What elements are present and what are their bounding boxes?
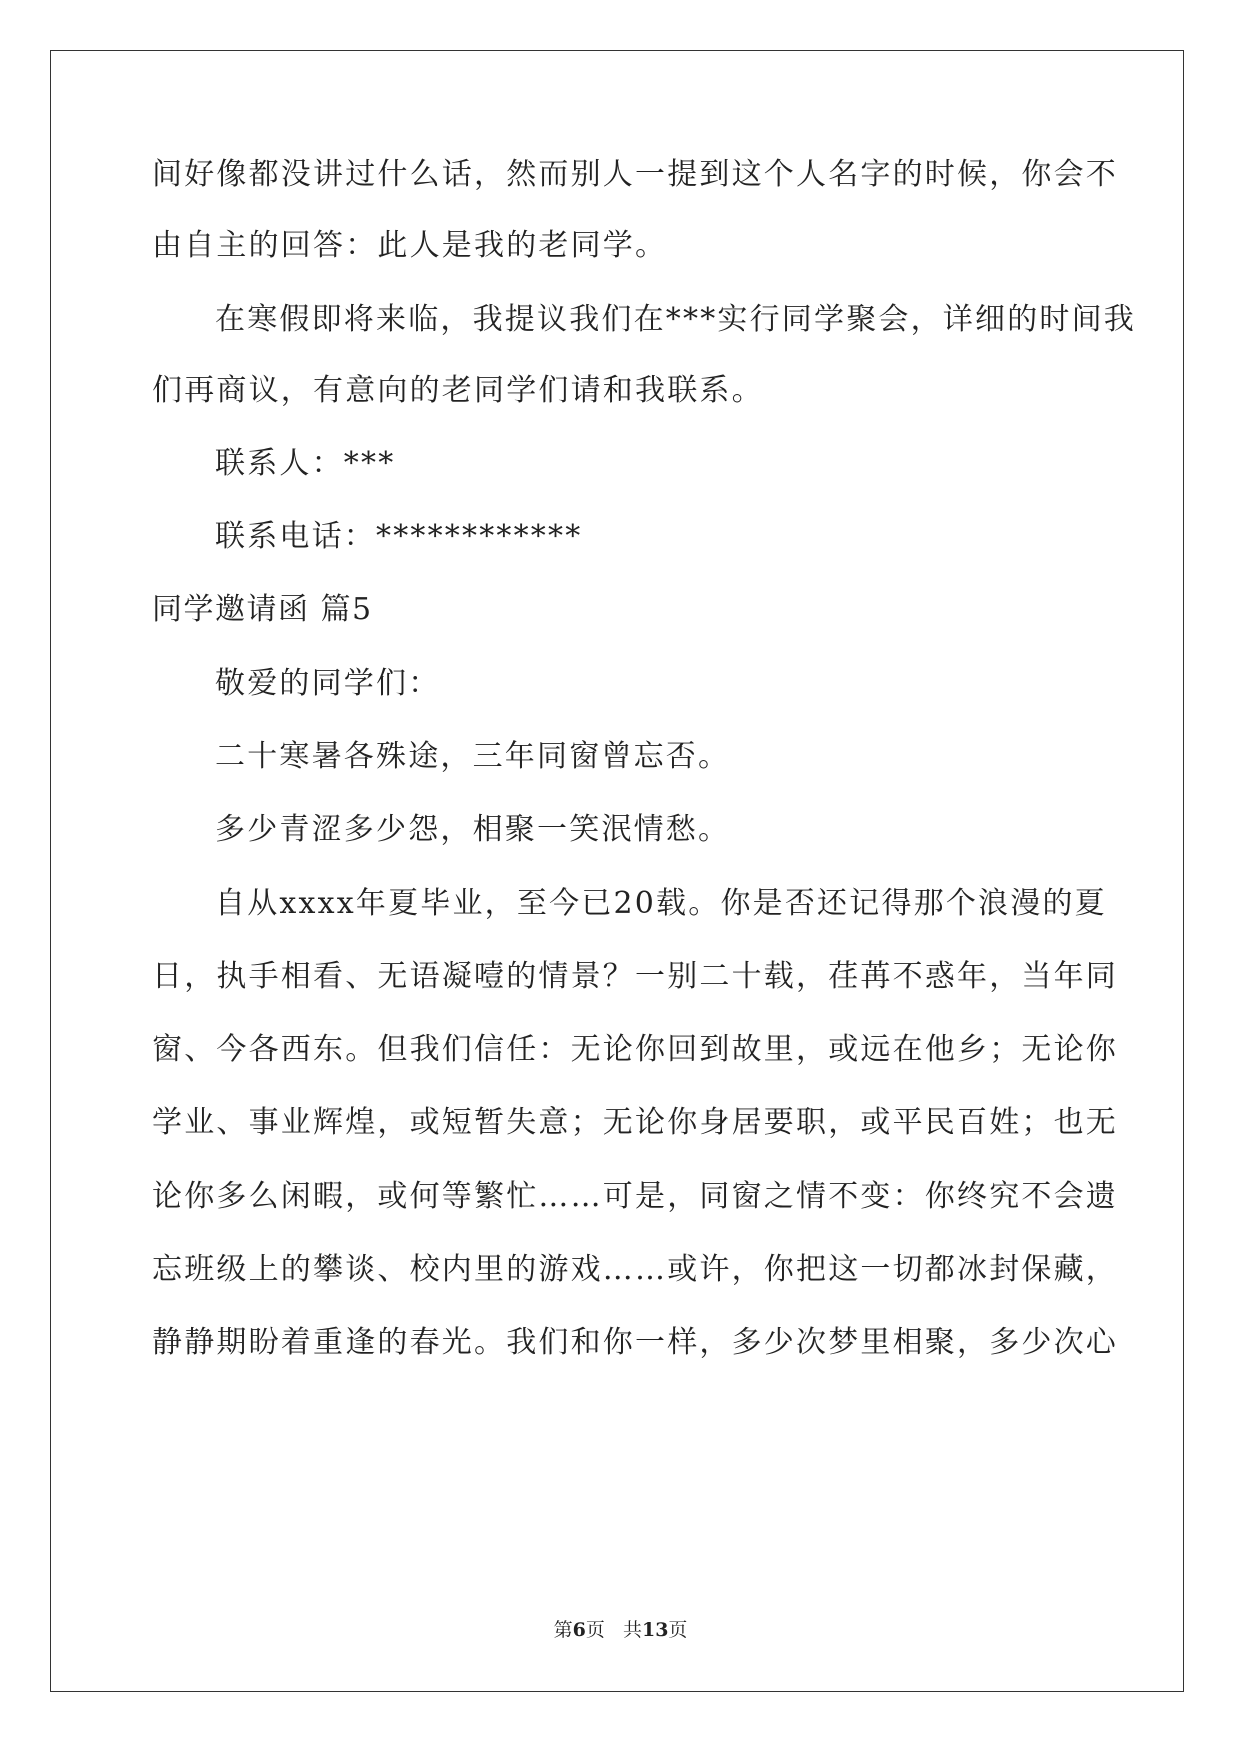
page-number: 6 bbox=[572, 1619, 586, 1641]
contact-phone-line: 联系电话：************ bbox=[215, 519, 583, 554]
poem-line: 二十寒暑各殊途，三年同窗曾忘否。 bbox=[215, 739, 731, 774]
page-frame bbox=[50, 50, 1184, 1692]
body-text-line: 静静期盼着重逢的春光。我们和你一样，多少次梦里相聚，多少次心 bbox=[152, 1325, 1118, 1360]
body-text-line: 由自主的回答：此人是我的老同学。 bbox=[152, 228, 668, 263]
body-text-line: 在寒假即将来临，我提议我们在***实行同学聚会，详细的时间我 bbox=[215, 302, 1136, 337]
total-suffix: 页 bbox=[668, 1619, 688, 1641]
total-pages: 13 bbox=[641, 1619, 669, 1641]
body-text-line: 自从xxxx年夏毕业，至今已20载。你是否还记得那个浪漫的夏 bbox=[215, 886, 1107, 921]
body-text-line: 学业、事业辉煌，或短暂失意；无论你身居要职，或平民百姓；也无 bbox=[152, 1105, 1118, 1140]
body-text-line: 论你多么闲暇，或何等繁忙……可是，同窗之情不变：你终究不会遗 bbox=[152, 1179, 1118, 1214]
body-text-line: 间好像都没讲过什么话，然而别人一提到这个人名字的时候，你会不 bbox=[152, 157, 1118, 192]
contact-person-line: 联系人：*** bbox=[215, 446, 396, 481]
page-footer bbox=[0, 1618, 1241, 1642]
poem-line: 多少青涩多少怨，相聚一笑泯情愁。 bbox=[215, 812, 731, 847]
salutation: 敬爱的同学们： bbox=[215, 666, 441, 701]
body-text-line: 窗、今各西东。但我们信任：无论你回到故里，或远在他乡；无论你 bbox=[152, 1032, 1118, 1067]
body-text-line: 日，执手相看、无语凝噎的情景？一别二十载，荏苒不惑年，当年同 bbox=[152, 959, 1118, 994]
page-prefix: 第 bbox=[553, 1619, 573, 1641]
section-heading: 同学邀请函 篇5 bbox=[152, 592, 373, 627]
page-suffix: 页 bbox=[585, 1619, 605, 1641]
body-text-line: 忘班级上的攀谈、校内里的游戏……或许，你把这一切都冰封保藏， bbox=[152, 1252, 1118, 1287]
body-text-line: 们再商议，有意向的老同学们请和我联系。 bbox=[152, 373, 764, 408]
total-prefix: 共 bbox=[622, 1619, 642, 1641]
